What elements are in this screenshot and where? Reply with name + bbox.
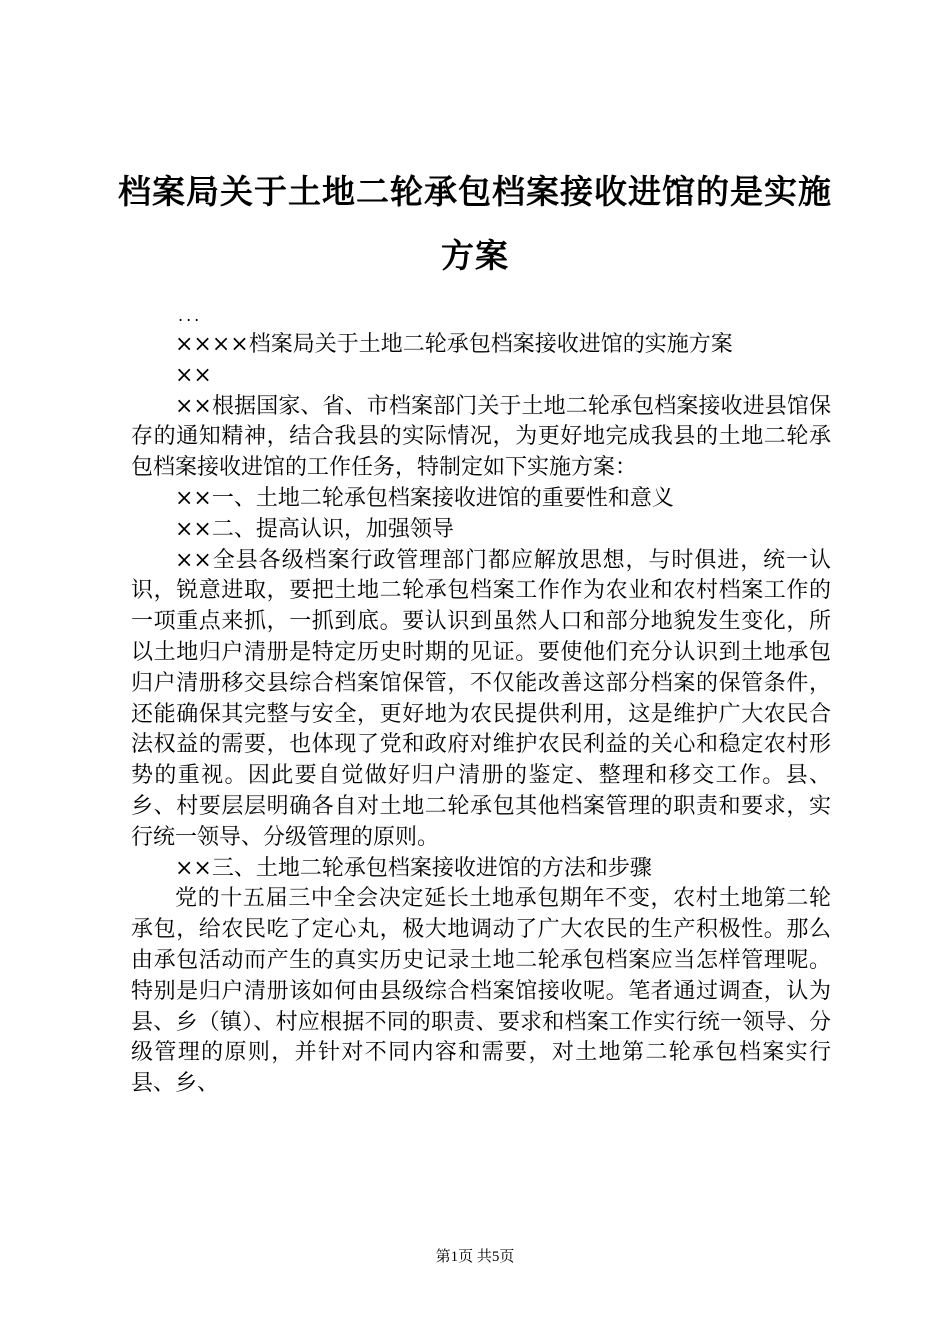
section-heading-2: ××二、提高认识，加强领导 (175, 516, 454, 542)
paragraph-heading-line: ××××档案局关于土地二轮承包档案接收进馆的实施方案 (175, 332, 733, 357)
section-heading-1: ××一、土地二轮承包档案接收进馆的重要性和意义 (175, 485, 674, 511)
page-number-footer: 第1页 共5页 (435, 1249, 515, 1265)
document-title: 档案局关于土地二轮承包档案接收进馆的是实施方案 (118, 172, 832, 275)
paragraph-placeholder: ×× (175, 362, 212, 388)
section-heading-3: ××三、土地二轮承包档案接收进馆的方法和步骤 (175, 855, 652, 881)
paragraph-leadership: ××全县各级档案行政管理部门都应解放思想，与时俱进，统一认识，锐意进取，要把土地二轮承包档案工作作为农业和农村档案工作的一项重点来抓，一抓到底。要认识到虽然人口和部分地貌发生变化，所以土地归户清册是特定历史时期的见证。要使他们充分认识到土地承包归户清册移交县综合档案馆保管，不仅能改善这部分档案的保管条件，还能确保其完整与安全，更好地为农民提供利用，这是维护广大农民合法权益的需要，也体现了党和政府对维护农民利益的关心和稳定农村形势的重视。因此要自觉做好归户清册的鉴定、整理和移交工作。县、乡、村要层层明确各自对土地二轮承包其他档案管理的职责和要求，实行统一领导、分级管理的原则。 (131, 547, 831, 850)
ellipsis-marker: ... (178, 306, 203, 325)
paragraph-intro: ××根据国家、省、市档案部门关于土地二轮承包档案接收进县馆保存的通知精神，结合我县的实际情况，为更好地完成我县的土地二轮承包档案接收进馆的工作任务，特制定如下实施方案： (131, 393, 831, 481)
paragraph-methods: 党的十五届三中全会决定延长土地承包期年不变，农村土地第二轮承包，给农民吃了定心丸，极大地调动了广大农民的生产积极性。那么由承包活动而产生的真实历史记录土地二轮承包档案应当怎样管理呢。特别是归户清册该如何由县级综合档案馆接收呢。笔者通过调查，认为县、乡（镇）、村应根据不同的职责、要求和档案工作实行统一领导、分级管理的原则，并针对不同内容和需要，对土地第二轮承包档案实行县、乡、 (131, 886, 831, 1097)
document-body (131, 330, 831, 1100)
